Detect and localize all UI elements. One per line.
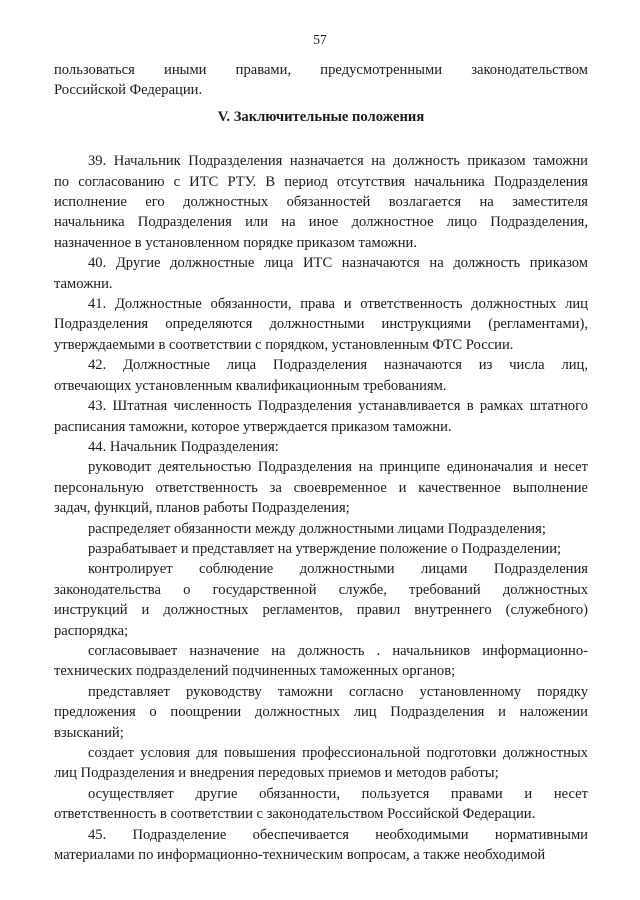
- text-line: законодательства о государственной службе, требований должностных: [54, 581, 588, 598]
- text-line: 42. Должностные лица Подразделения назначаются из числа лиц,: [88, 357, 588, 374]
- text-line: таможни.: [54, 275, 113, 292]
- paragraph-p44h: [54, 784, 588, 825]
- text-line: распределяет обязанности между должностными лицами Подразделения;: [88, 520, 546, 537]
- paragraph-p44a: [54, 457, 588, 518]
- text-line: пользоваться иными правами, предусмотренными законодательством: [54, 62, 588, 78]
- text-line: 39. Начальник Подразделения назначается на должность приказом таможни: [88, 153, 588, 170]
- text-line: 40. Другие должностные лица ИТС назначаются на должность приказом: [88, 255, 588, 272]
- text-line: распорядка;: [54, 622, 129, 639]
- text-line: разрабатывает и представляет на утверждение положение о Подразделении;: [88, 540, 562, 557]
- paragraph-p0: [54, 60, 588, 101]
- text-line: Подразделения определяются должностными инструкциями (регламентами),: [54, 316, 588, 333]
- paragraph-p42: [54, 355, 588, 396]
- text-line: согласовывает назначение на должность . начальников информационно-: [88, 642, 588, 659]
- text-line: контролирует соблюдение должностными лицами Подразделения: [88, 561, 588, 578]
- text-line: руководит деятельностью Подразделения на принципе единоначалия и несет: [88, 459, 588, 476]
- text-line: взысканий;: [54, 724, 124, 741]
- section-heading: V. Заключительные положения: [217, 108, 425, 125]
- text-line: 45. Подразделение обеспечивается необходимыми нормативными: [88, 826, 588, 843]
- text-line: технических подразделений подчиненных таможенных органов;: [54, 663, 456, 680]
- paragraph-p39: [54, 151, 588, 253]
- paragraph-p40: [54, 253, 588, 294]
- text-line: исполнение его должностных обязанностей возлагается на заместителя: [54, 194, 588, 211]
- text-line: представляет руководству таможни согласно установленному порядку: [88, 683, 588, 700]
- text-line: по согласованию с ИТС РТУ. В период отсутствия начальника Подразделения: [54, 173, 588, 190]
- paragraph-p44e: [54, 641, 588, 682]
- text-line: персональную ответственность за своевременное и качественное выполнение: [54, 479, 588, 496]
- text-line: лиц Подразделения и внедрения передовых приемов и методов работы;: [54, 765, 499, 782]
- paragraph-p44b: [54, 519, 588, 539]
- text-line: материалами по информационно-техническим вопросам, а также необходимой: [54, 847, 546, 864]
- paragraph-p44f: [54, 682, 588, 743]
- text-line: 44. Начальник Подразделения:: [88, 438, 279, 455]
- paragraph-p43: [54, 396, 588, 437]
- text-line: осуществляет другие обязанности, пользуется правами и несет: [88, 785, 588, 802]
- paragraph-p44: [54, 437, 588, 457]
- paragraph-p44g: [54, 743, 588, 784]
- paragraph-p41: [54, 294, 588, 355]
- text-line: инструкций и должностных регламентов, правил внутреннего (служебного): [54, 602, 588, 619]
- paragraph-p44d: [54, 559, 588, 641]
- text-line: Российской Федерации.: [54, 82, 203, 99]
- text-line: ответственность в соответствии с законодательством Российской Федерации.: [54, 806, 536, 823]
- text-line: задач, функций, планов работы Подразделения;: [54, 500, 350, 517]
- text-line: начальника Подразделения или на иное должностное лицо Подразделения,: [54, 214, 588, 231]
- text-line: отвечающих установленным квалификационным требованиям.: [54, 377, 447, 394]
- page-number: 57: [313, 32, 327, 47]
- document-body: [54, 60, 588, 865]
- text-line: 41. Должностные обязанности, права и ответственность должностных лиц: [88, 296, 588, 313]
- paragraph-p45: [54, 825, 588, 866]
- text-line: предложения о поощрении должностных лиц Подразделения и наложении: [54, 704, 588, 721]
- text-line: назначенное в установленном порядке приказом таможни.: [54, 234, 418, 251]
- text-line: 43. Штатная численность Подразделения устанавливается в рамках штатного: [88, 398, 588, 415]
- text-line: создает условия для повышения профессиональной подготовки должностных: [88, 745, 588, 761]
- text-line: утверждаемыми в соответствии с порядком, установленным ФТС России.: [54, 336, 514, 353]
- text-line: расписания таможни, которое утверждается приказом таможни.: [54, 418, 452, 435]
- paragraph-p44c: [54, 539, 588, 559]
